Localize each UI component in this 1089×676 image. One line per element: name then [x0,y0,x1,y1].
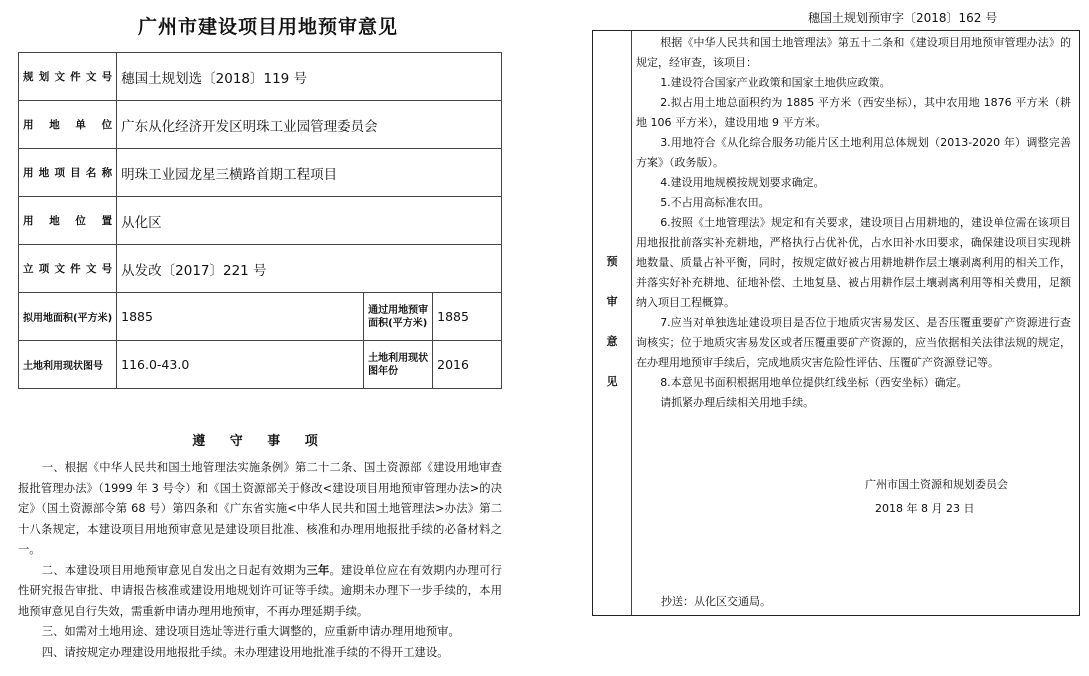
opinion-item: 3.用地符合《从化综合服务功能片区土地利用总体规划（2013-2020 年）调整完善方案》（政务版）。 [636,136,1071,169]
side-char: 意 [606,335,618,348]
side-char: 见 [606,375,618,388]
rule-text: 。建设单位应在有效期内办理可行性研究报告审批、申请报告核准或建设用地规划许可证等手续。逾期未办理下一步手续的，本用地预审意见自行失效，需重新申请办理用地预审，不再办理延期手续。 [18,563,502,618]
field-value: 明珠工业园龙星三横路首期工程项目 [117,149,502,197]
opinion-item: 5.不占用高标准农田。 [660,196,770,209]
opinion-text [636,33,1071,413]
opinion-item: 1.建设符合国家产业政策和国家土地供应政策。 [660,76,891,89]
rules-list [18,458,502,663]
table-row [19,53,502,101]
opinion-box [592,30,1080,616]
opinion-intro: 根据《中华人民共和国土地管理法》第五十二条和《建设项目用地预审管理办法》的规定，经审查，该项目： [636,36,1071,69]
rule-text: 二、本建设项目用地预审意见自发出之日起有效期为 [41,563,307,577]
document-title: 广州市建设项目用地预审意见 [137,16,398,38]
field-label: 规划文件文号 [19,53,117,101]
field-value: 1885 [117,293,364,341]
field-label: 用 地 位 置 [19,197,117,245]
field-label: 用地项目名称 [19,149,117,197]
table-row [19,149,502,197]
side-char: 审 [606,295,618,308]
sign-date: 2018 年 8 月 23 日 [875,502,975,515]
opinion-closing: 请抓紧办理后续相关用地手续。 [660,396,815,409]
table-row [19,293,502,341]
field-value: 穗国土规划选〔2018〕119 号 [117,53,502,101]
table-row [19,197,502,245]
opinion-item: 4.建设用地规模按规划要求确定。 [660,176,825,189]
document-number: 穗国土规划预审字〔2018〕162 号 [808,11,998,25]
field-label: 土地利用现状图年份 [364,341,433,389]
field-label: 拟用地面积(平方米) [19,293,117,341]
field-value: 从化区 [117,197,502,245]
info-table [18,52,502,389]
opinion-item: 8.本意见书面积根据用地单位提供红线坐标（西安坐标）确定。 [660,376,968,389]
field-label: 用 地 单 位 [19,101,117,149]
table-row [19,341,502,389]
opinion-item: 2.拟占用土地总面积约为 1885 平方米（西安坐标），其中农用地 1876 平方米（耕地 106 平方米），建设用地 9 平方米。 [636,96,1071,129]
opinion-item: 6.按照《土地管理法》规定和有关要求，建设项目占用耕地的，建设单位需在该项目用地报批前落实补充耕地，严格执行占优补优，占水田补水田要求，确保建设项目实现耕地数量、质量占补平衡，同时，按规定做好被占用耕地耕作层土壤剥离利用的相关工作，并落实好补充耕地、征地补偿、土地复垦、被占用耕作层土壤剥离利用等相关费用，足额纳入项目工程概算。 [636,216,1071,309]
field-value: 116.0-43.0 [117,341,364,389]
rule-item [18,561,502,623]
rules-title: 遵 守 事 项 [192,434,328,449]
field-value: 1885 [433,293,502,341]
field-value: 从发改〔2017〕221 号 [117,245,502,293]
table-row [19,101,502,149]
field-label: 立项文件文号 [19,245,117,293]
side-label [593,31,632,615]
signature: 广州市国土资源和规划委员会 [865,478,1008,491]
field-label: 通过用地预审面积(平方米) [364,293,433,341]
rule-emphasis: 三年 [306,563,330,577]
opinion-item: 7.应当对单独选址建设项目是否位于地质灾害易发区、是否压覆重要矿产资源进行查询核实；位于地质灾害易发区或者压覆重要矿产资源的，应当依据相关法律法规的规定，在办理用地预审手续后，完成地质灾害危险性评估、压覆矿产资源登记等。 [636,316,1071,369]
field-value: 广东从化经济开发区明珠工业园管理委员会 [117,101,502,149]
rule-item: 四、请按规定办理建设用地报批手续。未办理建设用地批准手续的不得开工建设。 [41,645,449,659]
side-char: 预 [606,255,618,268]
table-row [19,245,502,293]
rule-item: 一、根据《中华人民共和国土地管理法实施条例》第二十二条、国土资源部《建设用地审查报批管理办法》（1999 年 3 号令）和《国土资源部关于修改<建设项目用地预审管理办法>的决定》（国土资源部令第 68 号）第四条和《广东省实施<中华人民共和国土地管理法>办法》第二十八条规定，本建设项目用地预审意见是建设项目批准、核准和办理用地报批手续的必备材料之一。 [18,461,502,556]
field-label: 土地利用现状图号 [19,341,117,389]
field-value: 2016 [433,341,502,389]
cc-line: 抄送：从化区交通局。 [661,595,771,608]
left-panel [0,0,520,676]
rule-item: 三、如需对土地用途、建设项目选址等进行重大调整的，应重新申请办理用地预审。 [41,625,460,638]
